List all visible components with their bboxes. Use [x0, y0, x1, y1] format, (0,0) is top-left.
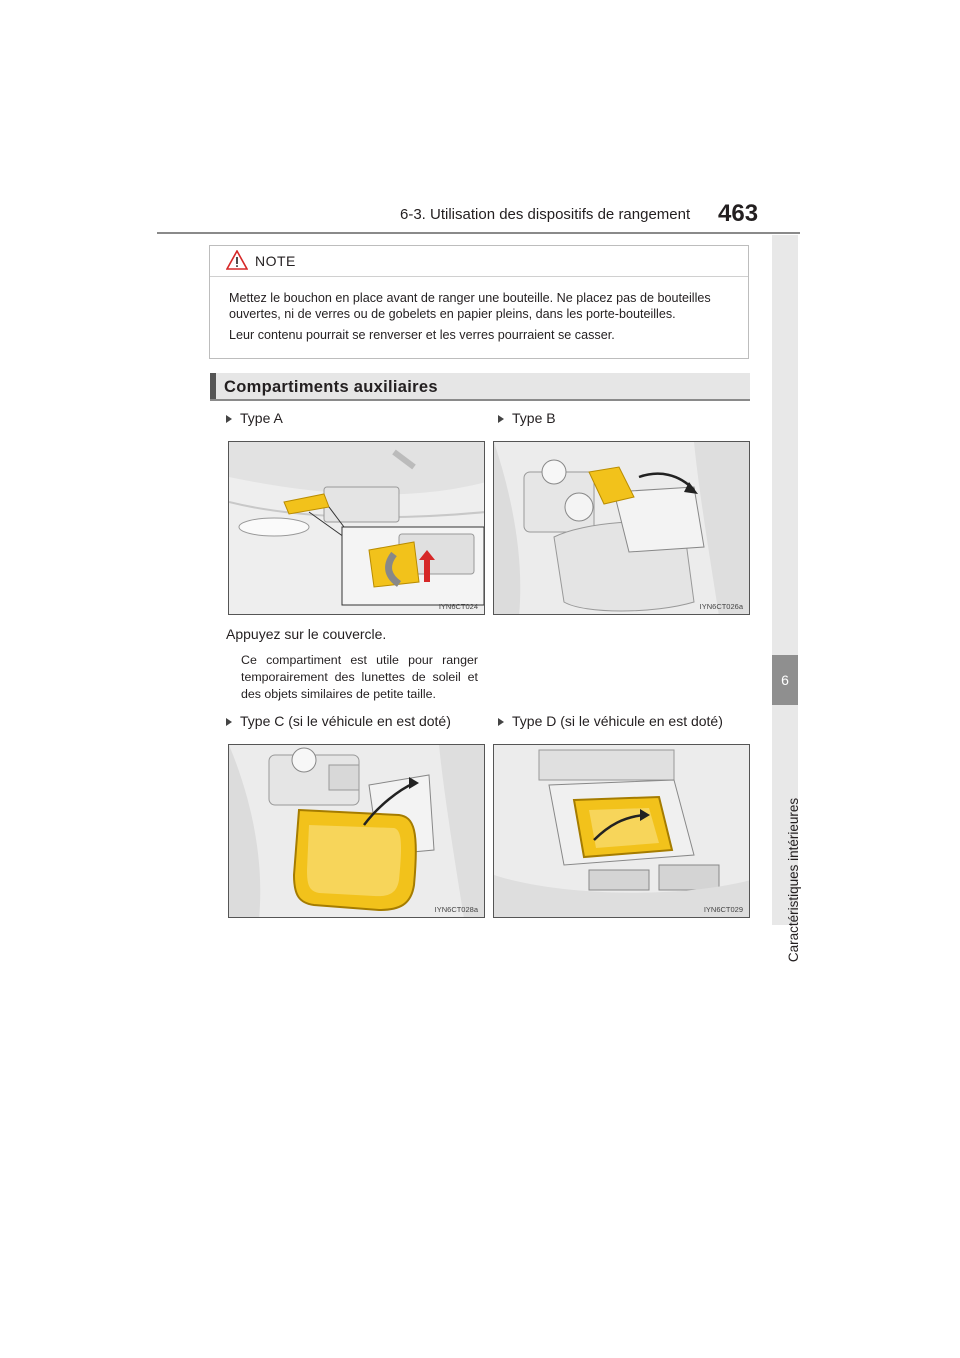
instruction-text: Appuyez sur le couvercle. [226, 626, 387, 642]
type-a-heading [226, 410, 283, 426]
section-heading-accent [210, 373, 216, 400]
figure-code-b: IYN6CT026a [699, 602, 743, 611]
section-title: Compartiments auxiliaires [224, 378, 438, 396]
type-d-label: Type D (si le véhicule en est doté) [512, 713, 723, 729]
figure-type-a [228, 441, 485, 615]
bullet-triangle-icon [226, 415, 232, 423]
note-paragraph-2: Leur contenu pourrait se renverser et les verres pourraient se casser. [229, 328, 615, 342]
figure-code-c: IYN6CT028a [434, 905, 478, 914]
type-c-label: Type C (si le véhicule en est doté) [240, 713, 451, 729]
side-tab-strip [772, 235, 798, 655]
type-d-heading [498, 713, 723, 729]
instruction-detail: Ce compartiment est utile pour ranger temporairement des lunettes de soleil et des objets similaires de petite taille. [241, 653, 478, 701]
warning-icon [226, 250, 248, 270]
note-header-rule [210, 276, 748, 277]
type-c-heading [226, 713, 451, 729]
type-c-illustration [229, 745, 485, 918]
figure-code-d: IYN6CT029 [703, 905, 743, 914]
running-header-title: 6-3. Utilisation des dispositifs de rangement [400, 206, 691, 223]
type-b-illustration [494, 442, 750, 615]
type-b-label: Type B [512, 410, 556, 426]
page-number: 463 [718, 200, 759, 227]
chapter-label: Caractéristiques intérieures [786, 797, 801, 963]
type-a-label: Type A [240, 410, 283, 426]
bullet-triangle-icon [226, 718, 232, 726]
type-a-illustration [229, 442, 485, 615]
bullet-triangle-icon [498, 415, 504, 423]
note-paragraph-1: Mettez le bouchon en place avant de ranger une bouteille. Ne placez pas de bouteilles ouvertes, ni de verres ou de gobelets en papier pleins, dans les porte-bouteilles. [229, 291, 711, 321]
type-d-illustration [494, 745, 750, 918]
figure-code-a: IYN6CT024 [438, 602, 478, 611]
section-heading-underline [210, 399, 750, 401]
type-b-heading [498, 410, 556, 426]
note-title: NOTE [255, 253, 296, 269]
figure-type-d [493, 744, 750, 918]
chapter-tab: 6 [772, 655, 798, 705]
header-rule [157, 232, 800, 234]
figure-type-b [493, 441, 750, 615]
bullet-triangle-icon [498, 718, 504, 726]
figure-type-c [228, 744, 485, 918]
